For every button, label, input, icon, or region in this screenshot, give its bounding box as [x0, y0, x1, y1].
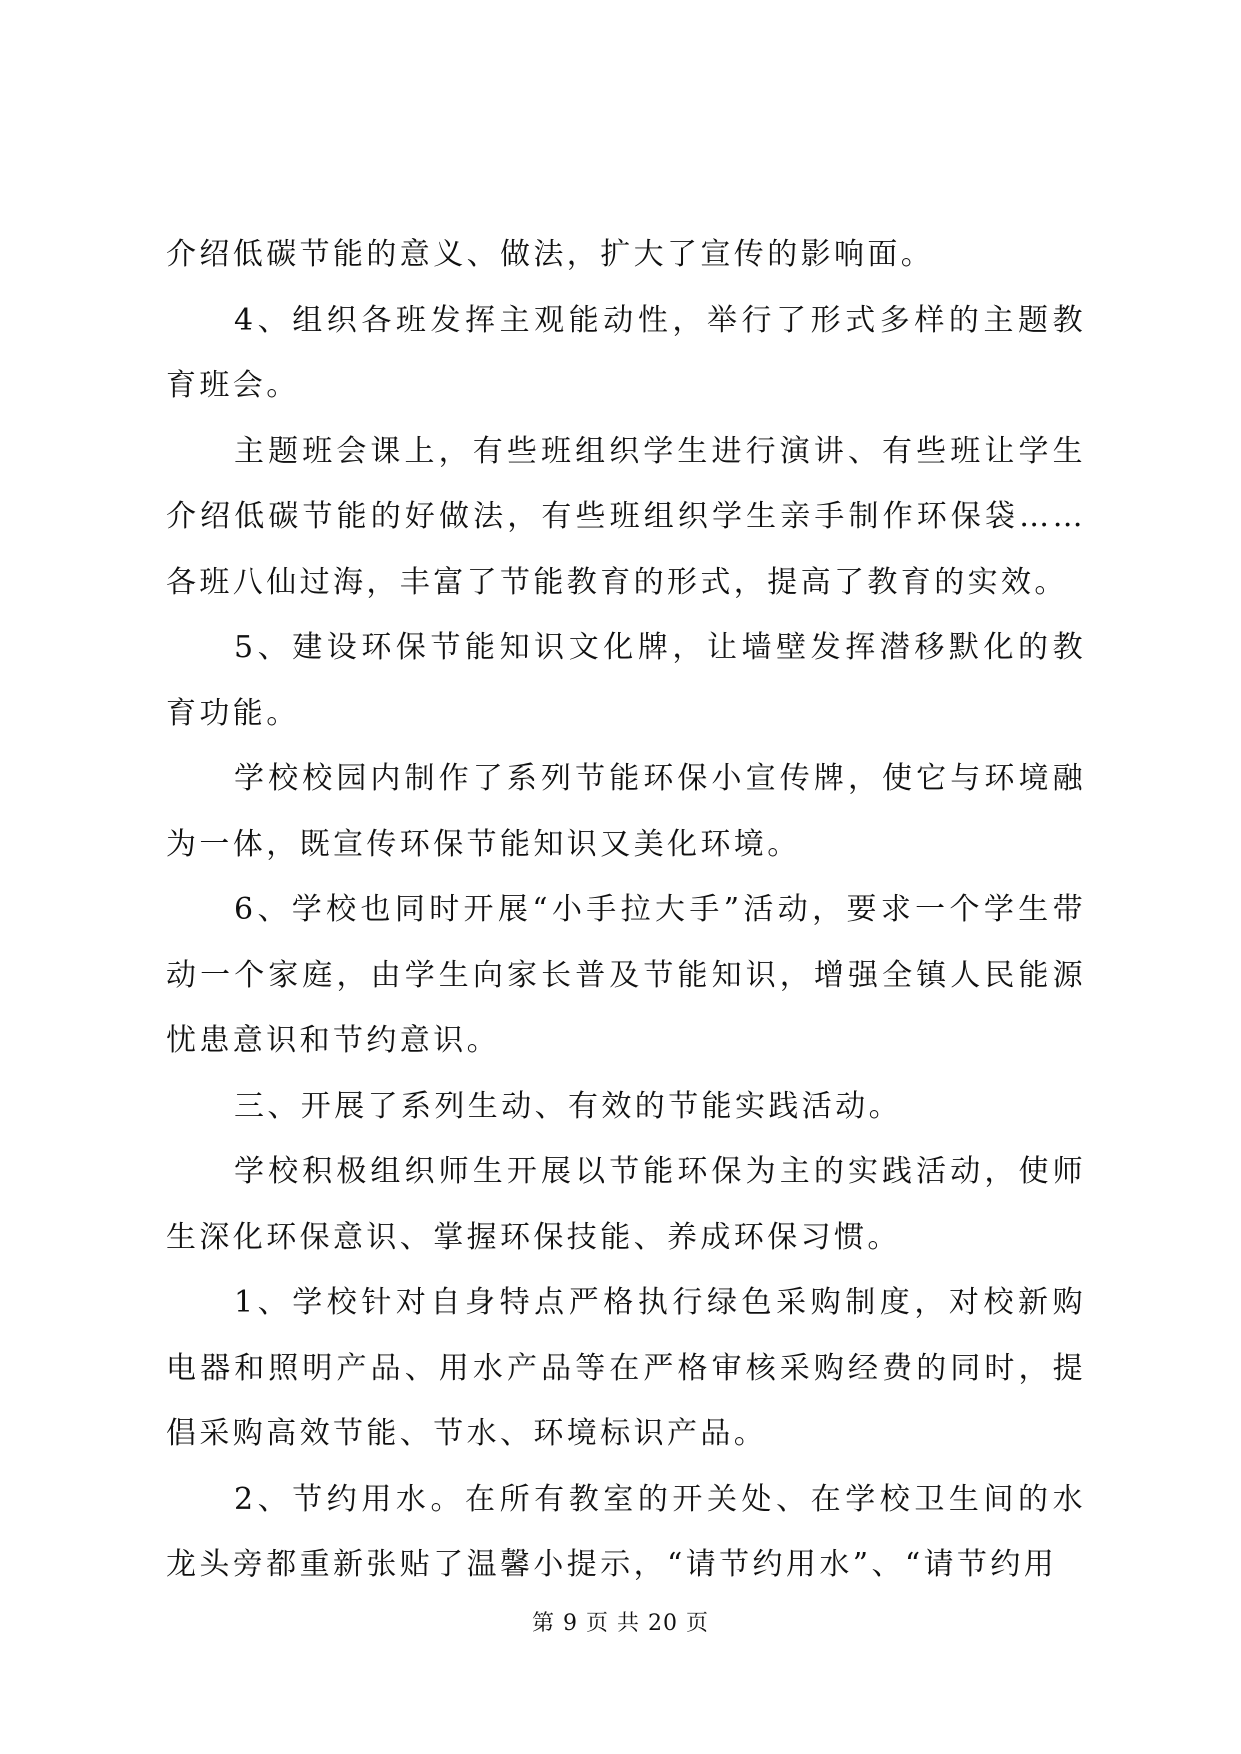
- page-number-label: 第 9 页 共 20 页: [532, 1611, 709, 1636]
- paragraph-7: 三、开展了系列生动、有效的节能实践活动。: [234, 1088, 902, 1124]
- paragraph-4: 5、建设环保节能知识文化牌，让墙壁发挥潜移默化的教育功能。: [166, 630, 1086, 731]
- paragraph-8: 学校积极组织师生开展以节能环保为主的实践活动，使师生深化环保意识、掌握环保技能、养成环保习惯。: [166, 1154, 1086, 1255]
- document-body: [166, 222, 1086, 1598]
- paragraph-9: 1、学校针对自身特点严格执行绿色采购制度，对校新购电器和照明产品、用水产品等在严格审核采购经费的同时，提倡采购高效节能、节水、环境标识产品。: [166, 1285, 1086, 1451]
- paragraph-10: 2、节约用水。在所有教室的开关处、在学校卫生间的水龙头旁都重新张贴了温馨小提示，“请节约用水”、“请节约用: [166, 1481, 1086, 1582]
- paragraph-6: 6、学校也同时开展“小手拉大手”活动，要求一个学生带动一个家庭，由学生向家长普及节能知识，增强全镇人民能源忧患意识和节约意识。: [166, 892, 1086, 1058]
- page-footer: [0, 1610, 1241, 1638]
- paragraph-2: 4、组织各班发挥主观能动性，举行了形式多样的主题教育班会。: [166, 302, 1086, 403]
- paragraph-5: 学校校园内制作了系列节能环保小宣传牌，使它与环境融为一体，既宣传环保节能知识又美化环境。: [166, 761, 1086, 862]
- paragraph-3: 主题班会课上，有些班组织学生进行演讲、有些班让学生介绍低碳节能的好做法，有些班组织学生亲手制作环保袋……各班八仙过海，丰富了节能教育的形式，提高了教育的实效。: [166, 433, 1086, 600]
- paragraph-1: 介绍低碳节能的意义、做法，扩大了宣传的影响面。: [166, 237, 935, 272]
